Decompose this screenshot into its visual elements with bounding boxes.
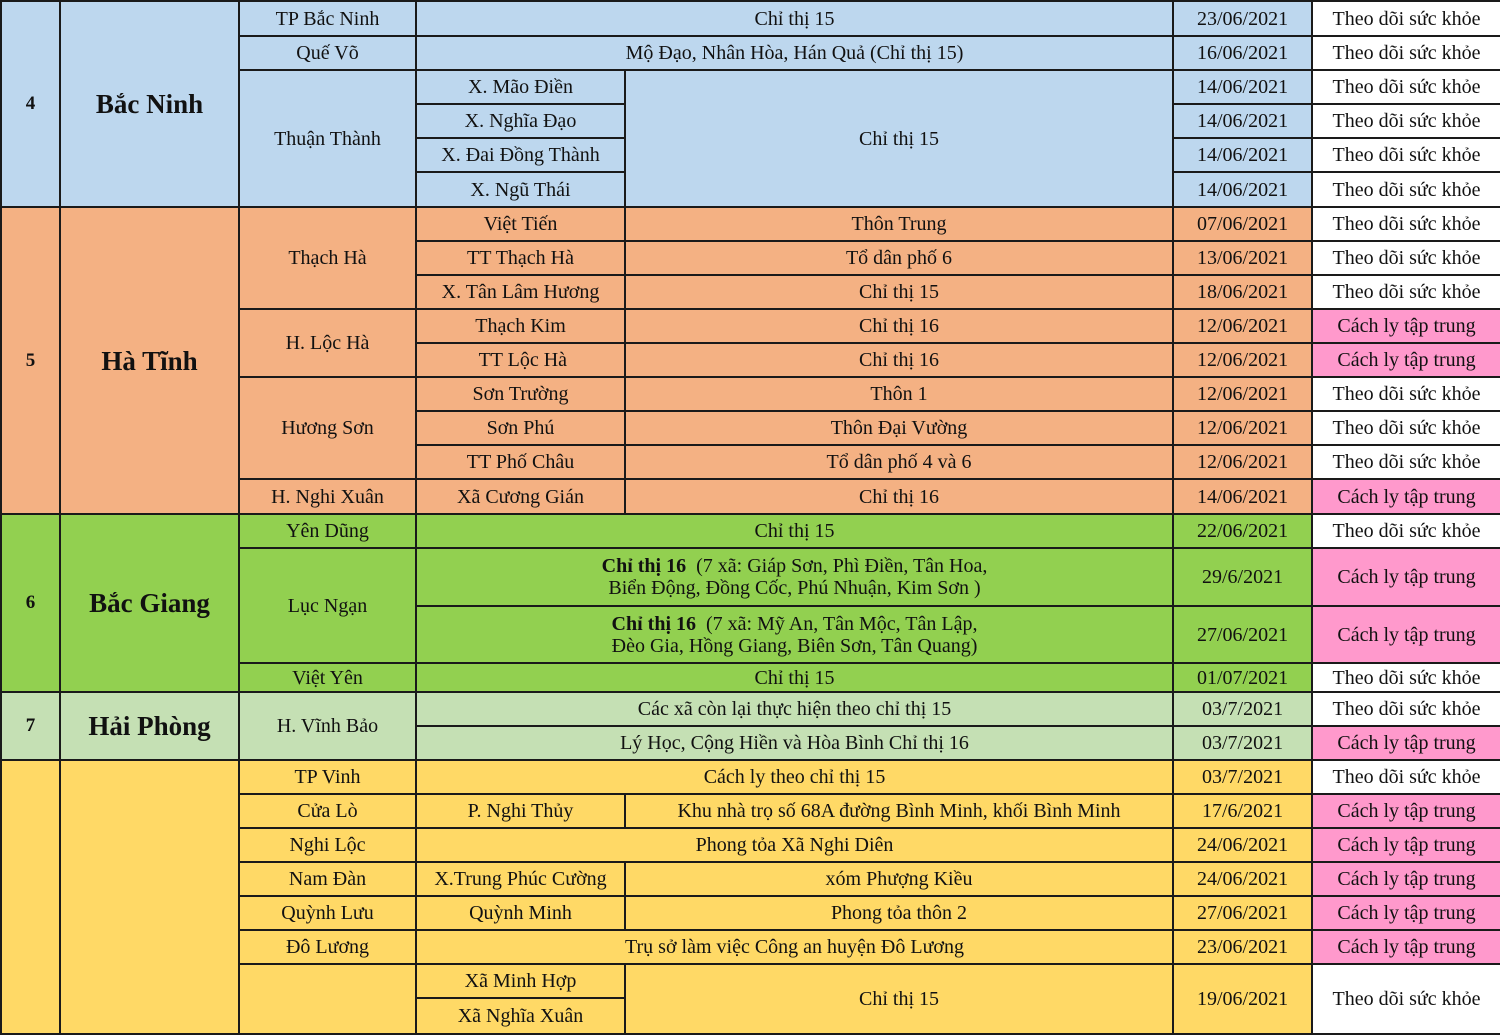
area-cell: Chỉ thị 15 — [416, 514, 1173, 548]
district-cell: Hương Sơn — [239, 377, 416, 479]
district-cell: Nam Đàn — [239, 862, 416, 896]
district-cell: Cửa Lò — [239, 794, 416, 828]
province-name: Hải Phòng — [60, 692, 239, 760]
commune-cell: Sơn Trường — [416, 377, 625, 411]
date-cell: 18/06/2021 — [1173, 275, 1312, 309]
status-cell: Cách ly tập trung — [1312, 828, 1500, 862]
status-cell: Theo dõi sức khỏe — [1312, 138, 1500, 172]
directive-label: Chỉ thị 16 — [611, 612, 697, 635]
province-name: Bắc Ninh — [60, 1, 239, 207]
date-cell: 22/06/2021 — [1173, 514, 1312, 548]
area-cell: Tổ dân phố 6 — [625, 241, 1173, 275]
status-cell: Cách ly tập trung — [1312, 548, 1500, 606]
status-cell: Theo dõi sức khỏe — [1312, 172, 1500, 207]
area-cell — [416, 548, 1173, 606]
commune-cell: Thạch Kim — [416, 309, 625, 343]
date-cell: 12/06/2021 — [1173, 343, 1312, 377]
date-cell: 03/7/2021 — [1173, 726, 1312, 760]
area-cell: Tổ dân phố 4 và 6 — [625, 445, 1173, 479]
district-cell: Nghi Lộc — [239, 828, 416, 862]
commune-cell: Xã Cương Gián — [416, 479, 625, 514]
status-cell: Theo dõi sức khỏe — [1312, 514, 1500, 548]
area-cell: Phong tỏa thôn 2 — [625, 896, 1173, 930]
commune-cell: TT Lộc Hà — [416, 343, 625, 377]
area-cell: Khu nhà trọ số 68A đường Bình Minh, khối Bình Minh — [625, 794, 1173, 828]
district-cell — [239, 964, 416, 1034]
commune-list: (7 xã: Mỹ An, Tân Mộc, Tân Lập, — [696, 612, 978, 635]
date-cell: 14/06/2021 — [1173, 479, 1312, 514]
status-cell: Cách ly tập trung — [1312, 606, 1500, 663]
area-cell: Trụ sở làm việc Công an huyện Đô Lương — [416, 930, 1173, 964]
date-cell: 27/06/2021 — [1173, 896, 1312, 930]
commune-cell: Việt Tiến — [416, 207, 625, 241]
district-cell: Đô Lương — [239, 930, 416, 964]
district-cell: TP Bắc Ninh — [239, 1, 416, 36]
district-cell: Quỳnh Lưu — [239, 896, 416, 930]
status-cell: Theo dõi sức khỏe — [1312, 207, 1500, 241]
status-cell: Theo dõi sức khỏe — [1312, 411, 1500, 445]
status-cell: Cách ly tập trung — [1312, 726, 1500, 760]
date-cell: 03/7/2021 — [1173, 692, 1312, 726]
province-number: 6 — [1, 514, 60, 692]
status-cell: Theo dõi sức khỏe — [1312, 241, 1500, 275]
area-cell: Lý Học, Cộng Hiền và Hòa Bình Chỉ thị 16 — [416, 726, 1173, 760]
date-cell: 14/06/2021 — [1173, 104, 1312, 138]
status-cell: Cách ly tập trung — [1312, 343, 1500, 377]
status-cell: Theo dõi sức khỏe — [1312, 104, 1500, 138]
area-cell: Chỉ thị 15 — [416, 1, 1173, 36]
commune-list: Biển Động, Đồng Cốc, Phú Nhuận, Kim Sơn ) — [608, 577, 981, 599]
province-number: 4 — [1, 1, 60, 207]
status-cell: Cách ly tập trung — [1312, 862, 1500, 896]
status-cell: Cách ly tập trung — [1312, 930, 1500, 964]
directive-label: Chỉ thị 16 — [601, 555, 687, 577]
date-cell: 03/7/2021 — [1173, 760, 1312, 794]
commune-cell: TT Thạch Hà — [416, 241, 625, 275]
commune-cell: X. Nghĩa Đạo — [416, 104, 625, 138]
date-cell: 12/06/2021 — [1173, 309, 1312, 343]
status-cell: Cách ly tập trung — [1312, 794, 1500, 828]
area-cell: Thôn 1 — [625, 377, 1173, 411]
district-cell: H. Nghi Xuân — [239, 479, 416, 514]
date-cell: 23/06/2021 — [1173, 1, 1312, 36]
date-cell: 29/6/2021 — [1173, 548, 1312, 606]
area-cell: Phong tỏa Xã Nghi Diên — [416, 828, 1173, 862]
commune-cell: TT Phố Châu — [416, 445, 625, 479]
date-cell: 07/06/2021 — [1173, 207, 1312, 241]
commune-cell: P. Nghi Thủy — [416, 794, 625, 828]
table-row — [1, 760, 1500, 794]
status-cell: Theo dõi sức khỏe — [1312, 692, 1500, 726]
district-cell: Yên Dũng — [239, 514, 416, 548]
area-cell: Chỉ thị 16 — [625, 479, 1173, 514]
status-cell: Theo dõi sức khỏe — [1312, 70, 1500, 104]
area-cell: Chỉ thị 15 — [625, 964, 1173, 1034]
status-cell: Cách ly tập trung — [1312, 309, 1500, 343]
status-cell: Cách ly tập trung — [1312, 896, 1500, 930]
area-cell: Thôn Đại Vường — [625, 411, 1173, 445]
status-cell: Theo dõi sức khỏe — [1312, 663, 1500, 692]
district-cell: H. Vĩnh Bảo — [239, 692, 416, 760]
commune-cell: X. Đai Đồng Thành — [416, 138, 625, 172]
district-cell: Quế Võ — [239, 36, 416, 70]
date-cell: 17/6/2021 — [1173, 794, 1312, 828]
province-number: 5 — [1, 207, 60, 514]
province-number: 7 — [1, 692, 60, 760]
date-cell: 23/06/2021 — [1173, 930, 1312, 964]
area-cell: Chỉ thị 15 — [416, 663, 1173, 692]
table-row — [1, 207, 1500, 241]
status-cell: Theo dõi sức khỏe — [1312, 377, 1500, 411]
area-cell: Mộ Đạo, Nhân Hòa, Hán Quả (Chỉ thị 15) — [416, 36, 1173, 70]
commune-cell: X.Trung Phúc Cường — [416, 862, 625, 896]
status-cell: Theo dõi sức khỏe — [1312, 36, 1500, 70]
date-cell: 19/06/2021 — [1173, 964, 1312, 1034]
commune-cell: X. Tân Lâm Hương — [416, 275, 625, 309]
commune-list: Đèo Gia, Hồng Giang, Biên Sơn, Tân Quang) — [611, 634, 978, 657]
commune-cell: Xã Nghĩa Xuân — [416, 998, 625, 1034]
commune-cell: Quỳnh Minh — [416, 896, 625, 930]
table-row — [1, 514, 1500, 548]
status-cell: Theo dõi sức khỏe — [1312, 760, 1500, 794]
date-cell: 14/06/2021 — [1173, 70, 1312, 104]
commune-cell: Sơn Phú — [416, 411, 625, 445]
district-cell: Thạch Hà — [239, 207, 416, 309]
area-cell — [416, 606, 1173, 663]
district-cell: Lục Ngạn — [239, 548, 416, 663]
date-cell: 14/06/2021 — [1173, 172, 1312, 207]
commune-cell: Xã Minh Hợp — [416, 964, 625, 998]
date-cell: 13/06/2021 — [1173, 241, 1312, 275]
province-name: Bắc Giang — [60, 514, 239, 692]
area-cell: Chỉ thị 16 — [625, 343, 1173, 377]
date-cell: 27/06/2021 — [1173, 606, 1312, 663]
commune-cell: X. Ngũ Thái — [416, 172, 625, 207]
status-cell: Theo dõi sức khỏe — [1312, 445, 1500, 479]
date-cell: 12/06/2021 — [1173, 445, 1312, 479]
date-cell: 12/06/2021 — [1173, 377, 1312, 411]
date-cell: 14/06/2021 — [1173, 138, 1312, 172]
date-cell: 01/07/2021 — [1173, 663, 1312, 692]
area-cell: Chỉ thị 16 — [625, 309, 1173, 343]
area-cell: Thôn Trung — [625, 207, 1173, 241]
date-cell: 24/06/2021 — [1173, 862, 1312, 896]
date-cell: 24/06/2021 — [1173, 828, 1312, 862]
date-cell: 16/06/2021 — [1173, 36, 1312, 70]
area-cell: Cách ly theo chỉ thị 15 — [416, 760, 1173, 794]
status-cell: Theo dõi sức khỏe — [1312, 275, 1500, 309]
status-cell: Theo dõi sức khỏe — [1312, 1, 1500, 36]
status-cell: Theo dõi sức khỏe — [1312, 964, 1500, 1034]
district-cell: Thuận Thành — [239, 70, 416, 207]
area-cell: Các xã còn lại thực hiện theo chỉ thị 15 — [416, 692, 1173, 726]
commune-list: (7 xã: Giáp Sơn, Phì Điền, Tân Hoa, — [686, 555, 988, 577]
province-name — [60, 760, 239, 1034]
province-name: Hà Tĩnh — [60, 207, 239, 514]
date-cell: 12/06/2021 — [1173, 411, 1312, 445]
district-cell: H. Lộc Hà — [239, 309, 416, 377]
district-cell: TP Vinh — [239, 760, 416, 794]
status-cell: Cách ly tập trung — [1312, 479, 1500, 514]
area-cell: Chỉ thị 15 — [625, 275, 1173, 309]
area-cell: Chỉ thị 15 — [625, 70, 1173, 207]
province-number — [1, 760, 60, 1034]
table-row — [1, 1, 1500, 36]
table-row — [1, 692, 1500, 726]
district-cell: Việt Yên — [239, 663, 416, 692]
commune-cell: X. Mão Điền — [416, 70, 625, 104]
area-cell: xóm Phượng Kiều — [625, 862, 1173, 896]
